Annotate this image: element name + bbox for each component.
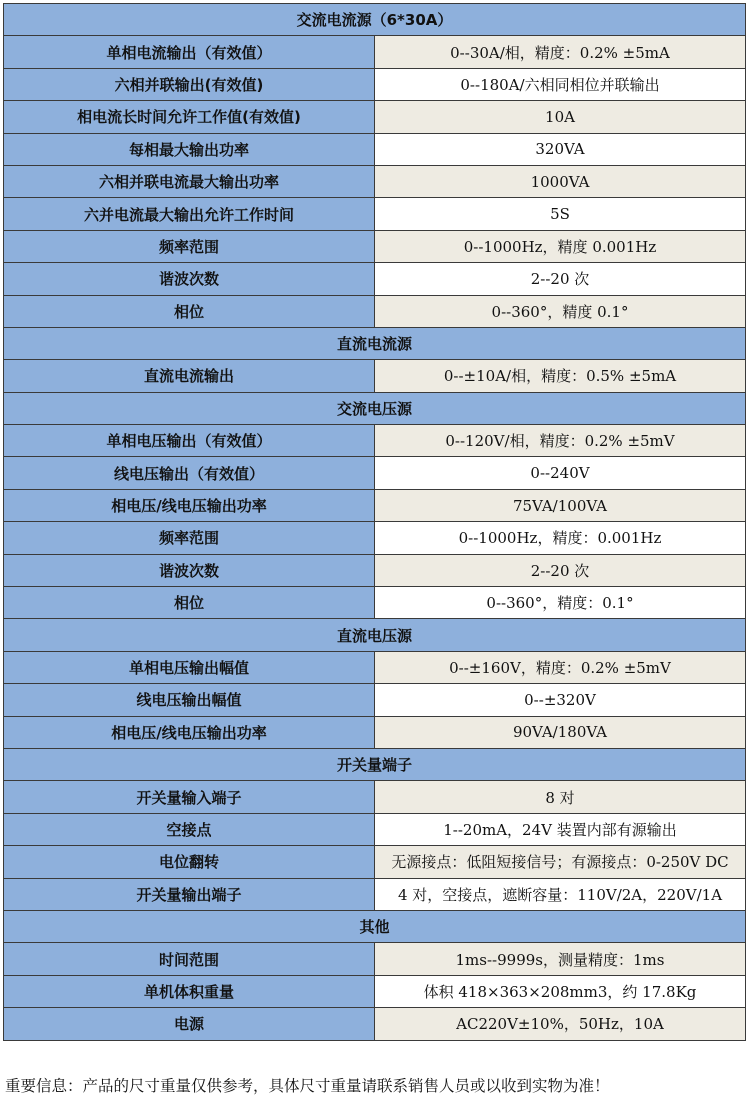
- spec-value: 0--360°，精度：0.1°: [375, 587, 746, 619]
- spec-label: 单相电压输出幅值: [4, 651, 375, 683]
- spec-label: 频率范围: [4, 522, 375, 554]
- section-header-row: [4, 910, 746, 942]
- spec-value: 0--1000Hz，精度：0.001Hz: [375, 522, 746, 554]
- spec-row: [4, 587, 746, 619]
- spec-label: 线电压输出（有效值）: [4, 457, 375, 489]
- spec-value: 无源接点：低阻短接信号；有源接点：0-250V DC: [375, 846, 746, 878]
- section-title: 直流电流源: [4, 327, 746, 359]
- spec-label: 相位: [4, 587, 375, 619]
- spec-row: [4, 554, 746, 586]
- spec-value: 0--±160V，精度：0.2% ±5mV: [375, 651, 746, 683]
- spec-label: 六并电流最大输出允许工作时间: [4, 198, 375, 230]
- section-header-row: [4, 392, 746, 424]
- spec-label: 六相并联电流最大输出功率: [4, 165, 375, 197]
- spec-value: 10A: [375, 101, 746, 133]
- spec-value: 体积 418×363×208mm3，约 17.8Kg: [375, 975, 746, 1007]
- spec-value: AC220V±10%，50Hz，10A: [375, 1008, 746, 1040]
- section-header-row: [4, 748, 746, 780]
- spec-row: [4, 263, 746, 295]
- spec-label: 谐波次数: [4, 263, 375, 295]
- spec-label: 相电流长时间允许工作值(有效值): [4, 101, 375, 133]
- spec-value: 75VA/100VA: [375, 489, 746, 521]
- spec-row: [4, 295, 746, 327]
- section-title: 其他: [4, 910, 746, 942]
- section-title: 开关量端子: [4, 748, 746, 780]
- spec-row: [4, 846, 746, 878]
- spec-label: 开关量输出端子: [4, 878, 375, 910]
- spec-label: 电位翻转: [4, 846, 375, 878]
- spec-label: 谐波次数: [4, 554, 375, 586]
- section-title: 交流电压源: [4, 392, 746, 424]
- spec-label: 频率范围: [4, 230, 375, 262]
- spec-value: 2--20 次: [375, 263, 746, 295]
- spec-value: 0--360°，精度 0.1°: [375, 295, 746, 327]
- spec-label: 六相并联输出(有效值): [4, 68, 375, 100]
- spec-row: [4, 489, 746, 521]
- spec-label: 相电压/线电压输出功率: [4, 489, 375, 521]
- spec-row: [4, 813, 746, 845]
- spec-value: 0--±320V: [375, 684, 746, 716]
- spec-row: [4, 198, 746, 230]
- section-title: 交流电流源（6*30A）: [4, 4, 746, 36]
- section-header-row: [4, 327, 746, 359]
- spec-label: 相电压/线电压输出功率: [4, 716, 375, 748]
- spec-label: 空接点: [4, 813, 375, 845]
- spec-row: [4, 101, 746, 133]
- spec-label: 开关量输入端子: [4, 781, 375, 813]
- spec-label: 相位: [4, 295, 375, 327]
- spec-label: 单相电流输出（有效值）: [4, 36, 375, 68]
- spec-label: 时间范围: [4, 943, 375, 975]
- spec-row: [4, 165, 746, 197]
- spec-label: 直流电流输出: [4, 360, 375, 392]
- spec-row: [4, 360, 746, 392]
- spec-value: 0--1000Hz，精度 0.001Hz: [375, 230, 746, 262]
- spec-row: [4, 36, 746, 68]
- section-header-row: [4, 4, 746, 36]
- spec-value: 1--20mA，24V 装置内部有源输出: [375, 813, 746, 845]
- spec-value: 0--180A/六相同相位并联输出: [375, 68, 746, 100]
- spec-value: 8 对: [375, 781, 746, 813]
- spec-row: [4, 425, 746, 457]
- spec-value: 5S: [375, 198, 746, 230]
- spec-row: [4, 716, 746, 748]
- spec-value: 0--120V/相，精度：0.2% ±5mV: [375, 425, 746, 457]
- spec-row: [4, 68, 746, 100]
- spec-value: 1000VA: [375, 165, 746, 197]
- spec-row: [4, 943, 746, 975]
- spec-row: [4, 975, 746, 1007]
- spec-row: [4, 457, 746, 489]
- spec-value: 320VA: [375, 133, 746, 165]
- spec-row: [4, 878, 746, 910]
- spec-value: 0--240V: [375, 457, 746, 489]
- spec-label: 单机体积重量: [4, 975, 375, 1007]
- spec-table: [3, 3, 746, 1041]
- spec-row: [4, 781, 746, 813]
- section-header-row: [4, 619, 746, 651]
- spec-label: 电源: [4, 1008, 375, 1040]
- spec-value: 0--30A/相，精度：0.2% ±5mA: [375, 36, 746, 68]
- spec-row: [4, 522, 746, 554]
- spec-row: [4, 684, 746, 716]
- spec-label: 每相最大输出功率: [4, 133, 375, 165]
- spec-value: 1ms--9999s，测量精度：1ms: [375, 943, 746, 975]
- spec-row: [4, 1008, 746, 1040]
- spec-table-body: [4, 4, 746, 1041]
- spec-value: 2--20 次: [375, 554, 746, 586]
- spec-value: 90VA/180VA: [375, 716, 746, 748]
- spec-label: 单相电压输出（有效值）: [4, 425, 375, 457]
- disclaimer-notice: 重要信息：产品的尺寸重量仅供参考，具体尺寸重量请联系销售人员或以收到实物为准！: [5, 1077, 610, 1095]
- spec-value: 4 对，空接点，遮断容量：110V/2A，220V/1A: [375, 878, 746, 910]
- section-title: 直流电压源: [4, 619, 746, 651]
- spec-row: [4, 133, 746, 165]
- spec-row: [4, 230, 746, 262]
- spec-value: 0--±10A/相，精度：0.5% ±5mA: [375, 360, 746, 392]
- spec-label: 线电压输出幅值: [4, 684, 375, 716]
- spec-row: [4, 651, 746, 683]
